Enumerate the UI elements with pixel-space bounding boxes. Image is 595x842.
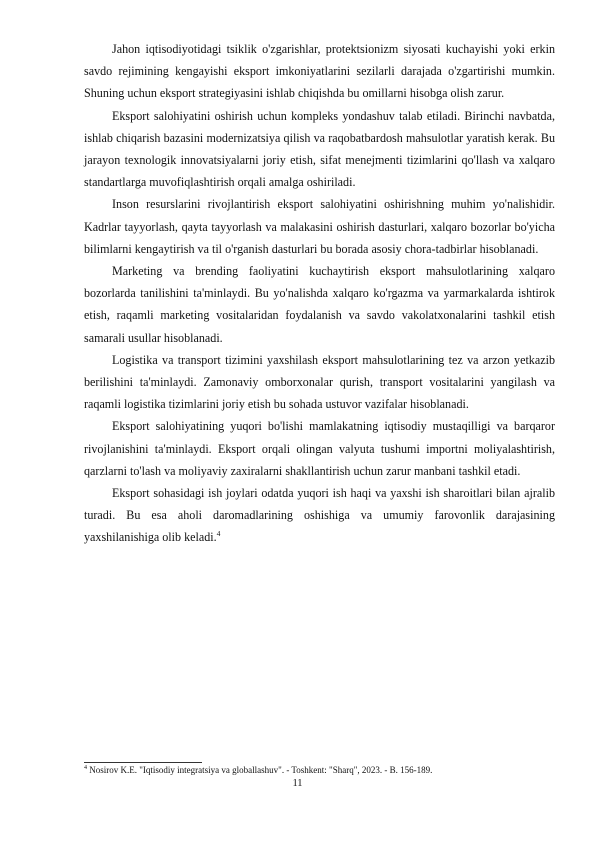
footnote-reference[interactable]: 4 bbox=[216, 529, 221, 539]
paragraph-2: Eksport salohiyatini oshirish uchun kompleks yondashuv talab etiladi. Birinchi navbatda, ishlab chiqarish bazasini modernizatsiya qilish va raqobatbardosh mahsulotlar yaratish kerak. Bu jarayon texnologik innovatsiyalarni joriy etish, sifat menejmenti tizimlarini qo'llash va xalqaro standartlarga muvofiqlashtirish orqali amalga oshiriladi. bbox=[84, 108, 555, 190]
footnote-text: Nosirov K.E. "Iqtisodiy integratsiya va globallashuv". - Toshkent: "Sharq", 2023. - B. 156-189. bbox=[87, 765, 433, 775]
paragraph-6: Eksport salohiyatining yuqori bo'lishi mamlakatning iqtisodiy mustaqilligi va barqaror rivojlanishini ta'minlaydi. Eksport orqali olingan valyuta tushumi importni moliyalashtirish, qarzlarni to'lash va moliyaviy zaxiralarni shakllantirish uchun zarur manbani tashkil etadi. bbox=[84, 419, 555, 478]
paragraph-4: Marketing va brending faoliyatini kuchaytirish eksport mahsulotlarining xalqaro bozorlarda tanilishini ta'minlaydi. Bu yo'nalishda xalqaro ko'rgazma va yarmarkalarda ishtirok etish, raqamli marketing vositalaridan foydalanish va savdo vakolatxonalarini tashkil etish samarali usullar hisoblanadi. bbox=[84, 264, 555, 345]
paragraph-7 bbox=[84, 482, 555, 549]
paragraph-7-text: Eksport sohasidagi ish joylari odatda yuqori ish haqi va yaxshi ish sharoitlari bilan ajralib turadi. Bu esa aholi daromadlarining oshishiga va umumiy farovonlik darajasining yaxshilanishiga olib keladi. bbox=[84, 486, 555, 545]
paragraph-1: Jahon iqtisodiyotidagi tsiklik o'zgarishlar, protektsionizm siyosati kuchayishi yoki erkin savdo rejimining kengayishi eksport imkoniyatlarini sezilarli darajada o'zgartirishi mumkin. Shuning uchun eksport strategiyasini ishlab chiqishda bu omillarni hisobga olish zarur. bbox=[84, 42, 555, 101]
page-number: 11 bbox=[292, 778, 303, 789]
footnote-number: 4 bbox=[84, 765, 87, 771]
paragraph-5: Logistika va transport tizimini yaxshilash eksport mahsulotlarining tez va arzon yetkazib berilishini ta'minlaydi. Zamonaviy omborxonalar qurish, transport vositalarini yangilash va raqamli logistika tizimlarini joriy etish bu sohada ustuvor vazifalar hisoblanadi. bbox=[84, 352, 555, 412]
paragraph-3: Inson resurslarini rivojlantirish eksport salohiyatini oshirishning muhim yo'nalishidir. Kadrlar tayyorlash, qayta tayyorlash va malakasini oshirish dasturlari, xalqaro bozorlar bo'yicha bilimlarni kengaytirish va til o'rganish dasturlari bu borada asosiy chora-tadbirlar hisoblanadi. bbox=[84, 197, 555, 256]
footnote bbox=[84, 765, 555, 776]
footnote-divider bbox=[84, 762, 202, 763]
page-body bbox=[84, 38, 555, 549]
